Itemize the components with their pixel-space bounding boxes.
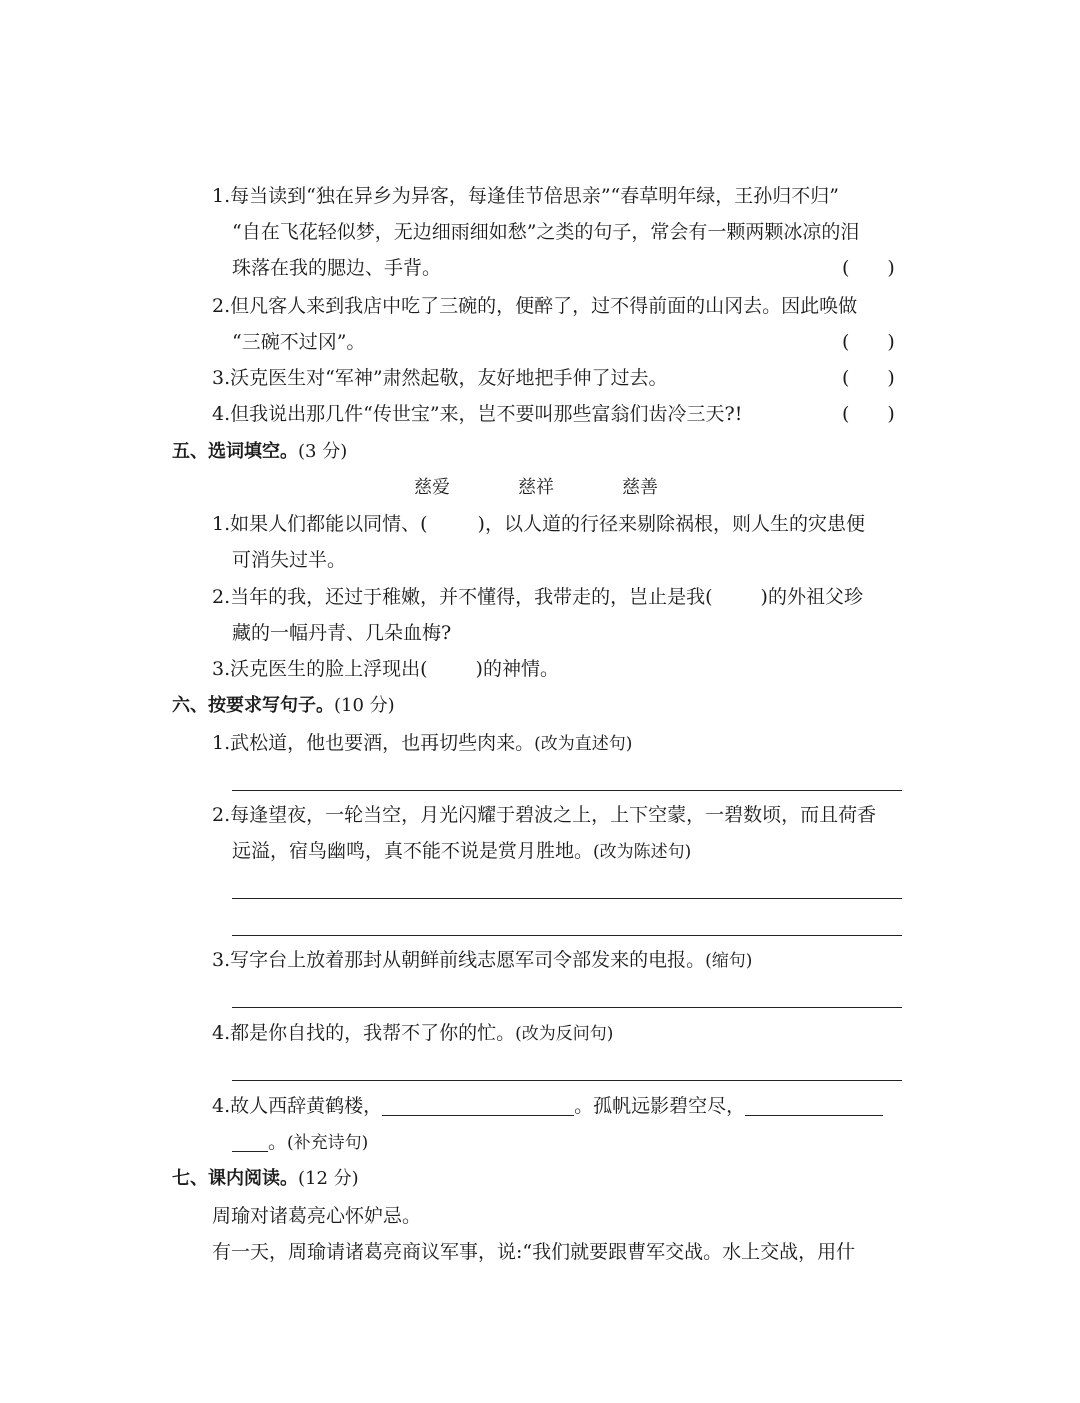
s6-q4 xyxy=(212,1021,613,1046)
instruction-note: (改为陈述句) xyxy=(593,842,692,862)
s5-q1-text: )，以人道的行径来剔除祸根，则人生的灾患便 xyxy=(477,513,865,535)
q4-item-1-line1: 1.每当读到“独在异乡为异客，每逢佳节倍思亲”“春草明年绿，王孙归不归” xyxy=(212,185,839,207)
s5-q3-text: )的神情。 xyxy=(475,658,559,680)
s6-q1-text: 1.武松道，他也要酒，也再切些肉来。 xyxy=(212,732,535,754)
instruction-note: (改为反问句) xyxy=(515,1024,614,1044)
poem-blank[interactable] xyxy=(382,1095,574,1116)
section-points: (3 分) xyxy=(298,441,348,462)
q4-item-4: 4.但我说出那几件“传世宝”来，岂不要叫那些富翁们齿冷三天?! xyxy=(212,403,743,425)
poem-blank[interactable] xyxy=(232,1131,268,1152)
answer-line[interactable] xyxy=(232,898,902,899)
answer-paren[interactable]: ( ) xyxy=(842,257,895,279)
s6-q1 xyxy=(212,731,632,756)
section5-heading xyxy=(172,440,347,464)
s6-q2-line1: 2.每逢望夜，一轮当空，月光闪耀于碧波之上，上下空蒙，一碧数顷，而且荷香 xyxy=(212,804,877,826)
answer-line[interactable] xyxy=(232,1080,902,1081)
poem-blank[interactable] xyxy=(745,1095,883,1116)
s5-q3-line1 xyxy=(212,657,559,681)
s6-q3 xyxy=(212,948,752,973)
s6-q5-text: 。 xyxy=(268,1131,288,1153)
s6-q2-line2 xyxy=(232,839,691,864)
word-option: 慈爱 xyxy=(414,477,450,498)
s6-q3-text: 3.写字台上放着那封从朝鲜前线志愿军司令部发来的电报。 xyxy=(212,949,706,971)
s6-q5-line1 xyxy=(212,1094,883,1118)
section7-heading xyxy=(172,1167,359,1191)
s6-q5-text: 4.故人西辞黄鹤楼， xyxy=(212,1095,383,1117)
s5-q2-line1 xyxy=(212,585,863,609)
instruction-note: (补充诗句) xyxy=(287,1133,369,1153)
answer-line[interactable] xyxy=(232,1007,902,1008)
reading-paragraph: 有一天，周瑜请诸葛亮商议军事，说:“我们就要跟曹军交战。水上交战，用什 xyxy=(212,1241,856,1263)
q4-item-3: 3.沃克医生对“军神”肃然起敬，友好地把手伸了过去。 xyxy=(212,367,668,389)
q4-item-1-line3: 珠落在我的腮边、手背。 xyxy=(232,257,442,279)
answer-paren[interactable]: ( ) xyxy=(842,331,895,353)
s5-q2-line2: 藏的一幅丹青、几朵血梅? xyxy=(232,622,452,644)
s5-q3-text: 3.沃克医生的脸上浮现出( xyxy=(212,658,428,680)
s6-q5-text: 。孤帆远影碧空尽， xyxy=(574,1095,746,1117)
s6-q2-text: 远溢，宿鸟幽鸣，真不能不说是赏月胜地。 xyxy=(232,840,594,862)
instruction-note: (改为直述句) xyxy=(534,734,633,754)
section-title: 五、选词填空。 xyxy=(172,441,298,462)
s6-q5-line2 xyxy=(232,1130,368,1155)
answer-line[interactable] xyxy=(232,790,902,791)
word-option: 慈善 xyxy=(622,477,658,498)
s5-q2-text: 2.当年的我，还过于稚嫩，并不懂得，我带走的，岂止是我( xyxy=(212,586,713,608)
section-title: 七、课内阅读。 xyxy=(172,1168,298,1189)
reading-paragraph: 周瑜对诸葛亮心怀妒忌。 xyxy=(212,1205,422,1227)
s5-q1-text: 1.如果人们都能以同情、( xyxy=(212,513,428,535)
section-points: (12 分) xyxy=(298,1168,359,1189)
word-option: 慈祥 xyxy=(518,477,554,498)
s5-q1-line2: 可消失过半。 xyxy=(232,549,347,571)
section-points: (10 分) xyxy=(334,695,395,716)
q4-item-2-line1: 2.但凡客人来到我店中吃了三碗的，便醉了，过不得前面的山冈去。因此唤做 xyxy=(212,295,858,317)
section-title: 六、按要求写句子。 xyxy=(172,695,334,716)
section6-heading xyxy=(172,694,395,718)
s6-q4-text: 4.都是你自找的，我帮不了你的忙。 xyxy=(212,1022,516,1044)
q4-item-2-line2: “三碗不过冈”。 xyxy=(232,331,366,353)
answer-line[interactable] xyxy=(232,935,902,936)
s5-q2-text: )的外祖父珍 xyxy=(760,586,863,608)
s5-q1-line1 xyxy=(212,512,865,536)
answer-paren[interactable]: ( ) xyxy=(842,403,895,425)
instruction-note: (缩句) xyxy=(705,951,753,971)
q4-item-1-line2: “自在飞花轻似梦，无边细雨细如愁”之类的句子，常会有一颗两颗冰凉的泪 xyxy=(232,221,860,243)
answer-paren[interactable]: ( ) xyxy=(842,367,895,389)
